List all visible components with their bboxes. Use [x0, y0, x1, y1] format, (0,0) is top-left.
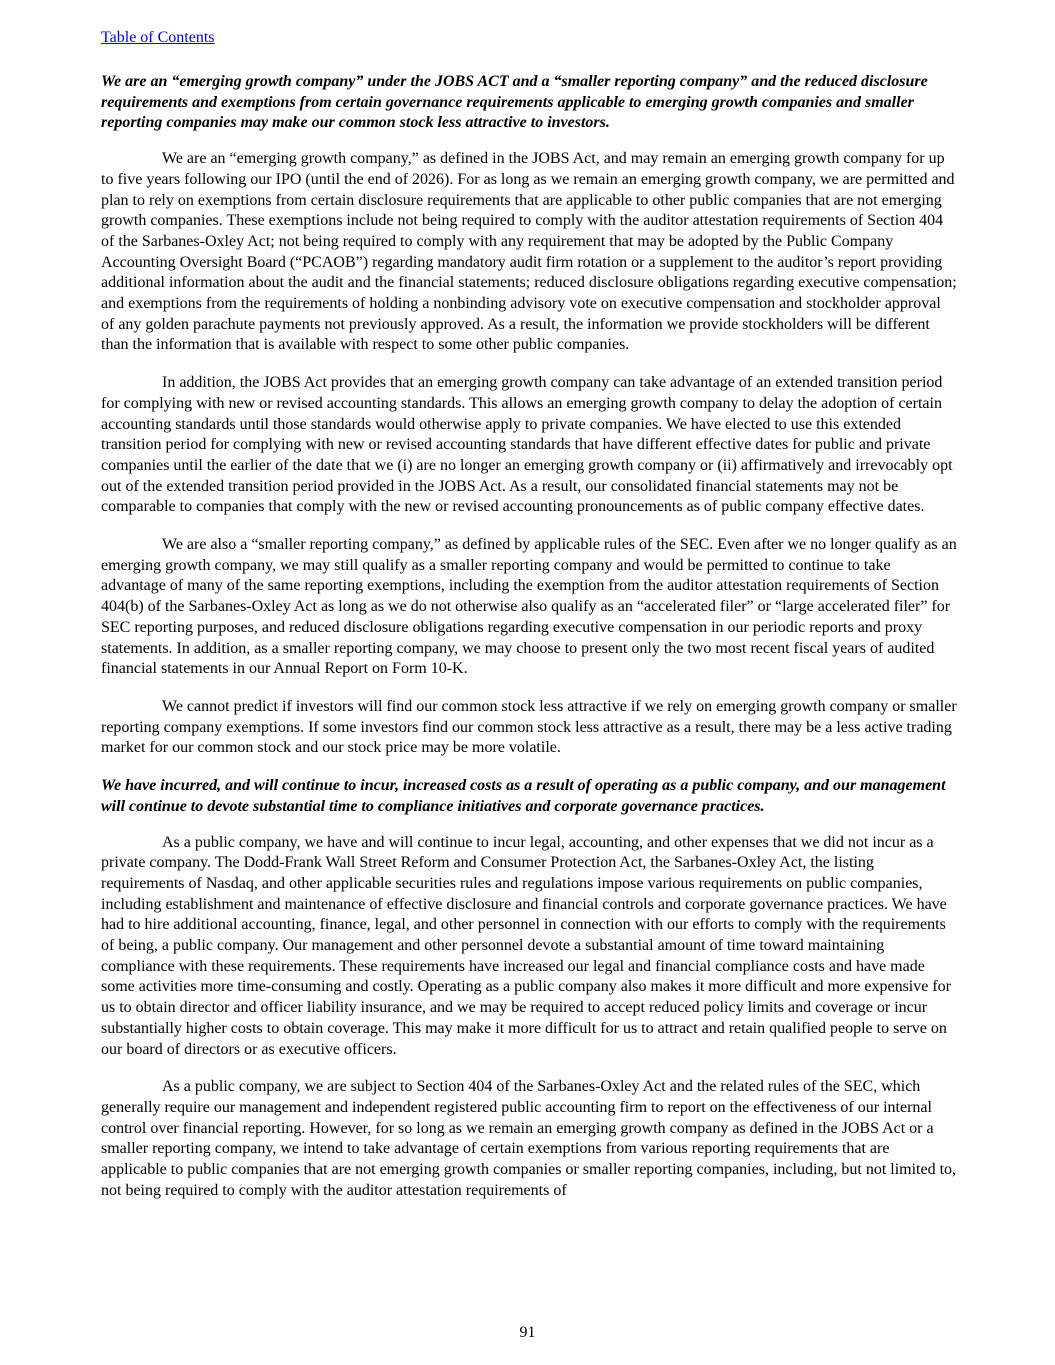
- paragraph: We cannot predict if investors will find our common stock less attractive if we rely on emerging growth company or smaller reporting company exemptions. If some investors find our common stock less attractive as a result, there may be a less active trading market for our common stock and our stock price may be more volatile.: [101, 697, 957, 757]
- paragraph: As a public company, we are subject to Section 404 of the Sarbanes-Oxley Act and the related rules of the SEC, which generally require our management and independent registered public accounting firm to report on the effectiveness of our internal control over financial reporting. However, for so long as we remain an emerging growth company as defined in the JOBS Act or a smaller reporting company, we intend to take advantage of certain exemptions from various reporting requirements that are applicable to public companies that are not emerging growth companies or smaller reporting companies, including, but not limited to, not being required to comply with the auditor attestation requirements of: [101, 1078, 957, 1199]
- paragraph: We are also a “smaller reporting company,” as defined by applicable rules of the SEC. Even after we no longer qualify as an emerging growth company, we may still qualify as a smaller reporting company and would be permitted to continue to take advantage of many of the same reporting exemptions, including the exemption from the auditor attestation requirements of Section 404(b) of the Sarbanes-Oxley Act as long as we do not otherwise also qualify as an “accelerated filer” or “large accelerated filer” for SEC reporting purposes, and reduced disclosure obligations regarding executive compensation in our periodic reports and proxy statements. In addition, as a smaller reporting company, we may choose to present only the two most recent fiscal years of audited financial statements in our Annual Report on Form 10-K.: [101, 536, 957, 678]
- paragraph: In addition, the JOBS Act provides that an emerging growth company can take advantage of an extended transition period for complying with new or revised accounting standards. This allows an emerging growth company to delay the adoption of certain accounting standards until those standards would otherwise apply to private companies. We have elected to use this extended transition period for complying with new or revised accounting standards that have different effective dates for public and private companies until the earlier of the date that we (i) are no longer an emerging growth company or (ii) affirmatively and irrevocably opt out of the extended transition period provided in the JOBS Act. As a result, our consolidated financial statements may not be comparable to companies that comply with the new or revised accounting pronouncements as of public company effective dates.: [101, 374, 953, 516]
- section-heading-public-company-costs: We have incurred, and will continue to incur, increased costs as a result of operating as a public company, and our management will continue to devote substantial time to compliance initiatives and corporate governance practices.: [101, 777, 946, 815]
- document-page: [101, 27, 957, 1218]
- paragraph: We are an “emerging growth company,” as defined in the JOBS Act, and may remain an emerging growth company for up to five years following our IPO (until the end of 2026). For as long as we remain an emerging growth company, we are permitted and plan to rely on exemptions from certain disclosure requirements that are applicable to other public companies that are not emerging growth companies. These exemptions include not being required to comply with the auditor attestation requirements of Section 404 of the Sarbanes-Oxley Act; not being required to comply with any requirement that may be adopted by the Public Company Accounting Oversight Board (“PCAOB”) regarding mandatory audit firm rotation or a supplement to the auditor’s report providing additional information about the audit and the financial statements; reduced disclosure obligations regarding executive compensation; and exemptions from the requirements of holding a nonbinding advisory vote on executive compensation and stockholder approval of any golden parachute payments not previously approved. As a result, the information we provide stockholders will be different than the information that is available with respect to some other public companies.: [101, 150, 957, 354]
- table-of-contents-link[interactable]: Table of Contents: [101, 29, 215, 46]
- section-heading-emerging-growth: We are an “emerging growth company” under the JOBS ACT and a “smaller reporting company” and the reduced disclosure requirements and exemptions from certain governance requirements applicable to emerging growth companies and smaller reporting companies may make our common stock less attractive to investors.: [101, 73, 928, 132]
- paragraph: As a public company, we have and will continue to incur legal, accounting, and other expenses that we did not incur as a private company. The Dodd-Frank Wall Street Reform and Consumer Protection Act, the Sarbanes-Oxley Act, the listing requirements of Nasdaq, and other applicable securities rules and regulations impose various requirements on public companies, including establishment and maintenance of effective disclosure and financial controls and corporate governance practices. We have had to hire additional accounting, finance, legal, and other personnel in connection with our efforts to comply with the requirements of being, a public company. Our management and other personnel devote a substantial amount of time toward maintaining compliance with these requirements. These requirements have increased our legal and financial compliance costs and have made some activities more time-consuming and costly. Operating as a public company also makes it more difficult and more expensive for us to obtain director and officer liability insurance, and we may be required to accept reduced policy limits and coverage or incur substantially higher costs to obtain coverage. This may make it more difficult for us to attract and retain qualified people to serve on our board of directors or as executive officers.: [101, 833, 951, 1058]
- page-number: 91: [519, 1324, 536, 1341]
